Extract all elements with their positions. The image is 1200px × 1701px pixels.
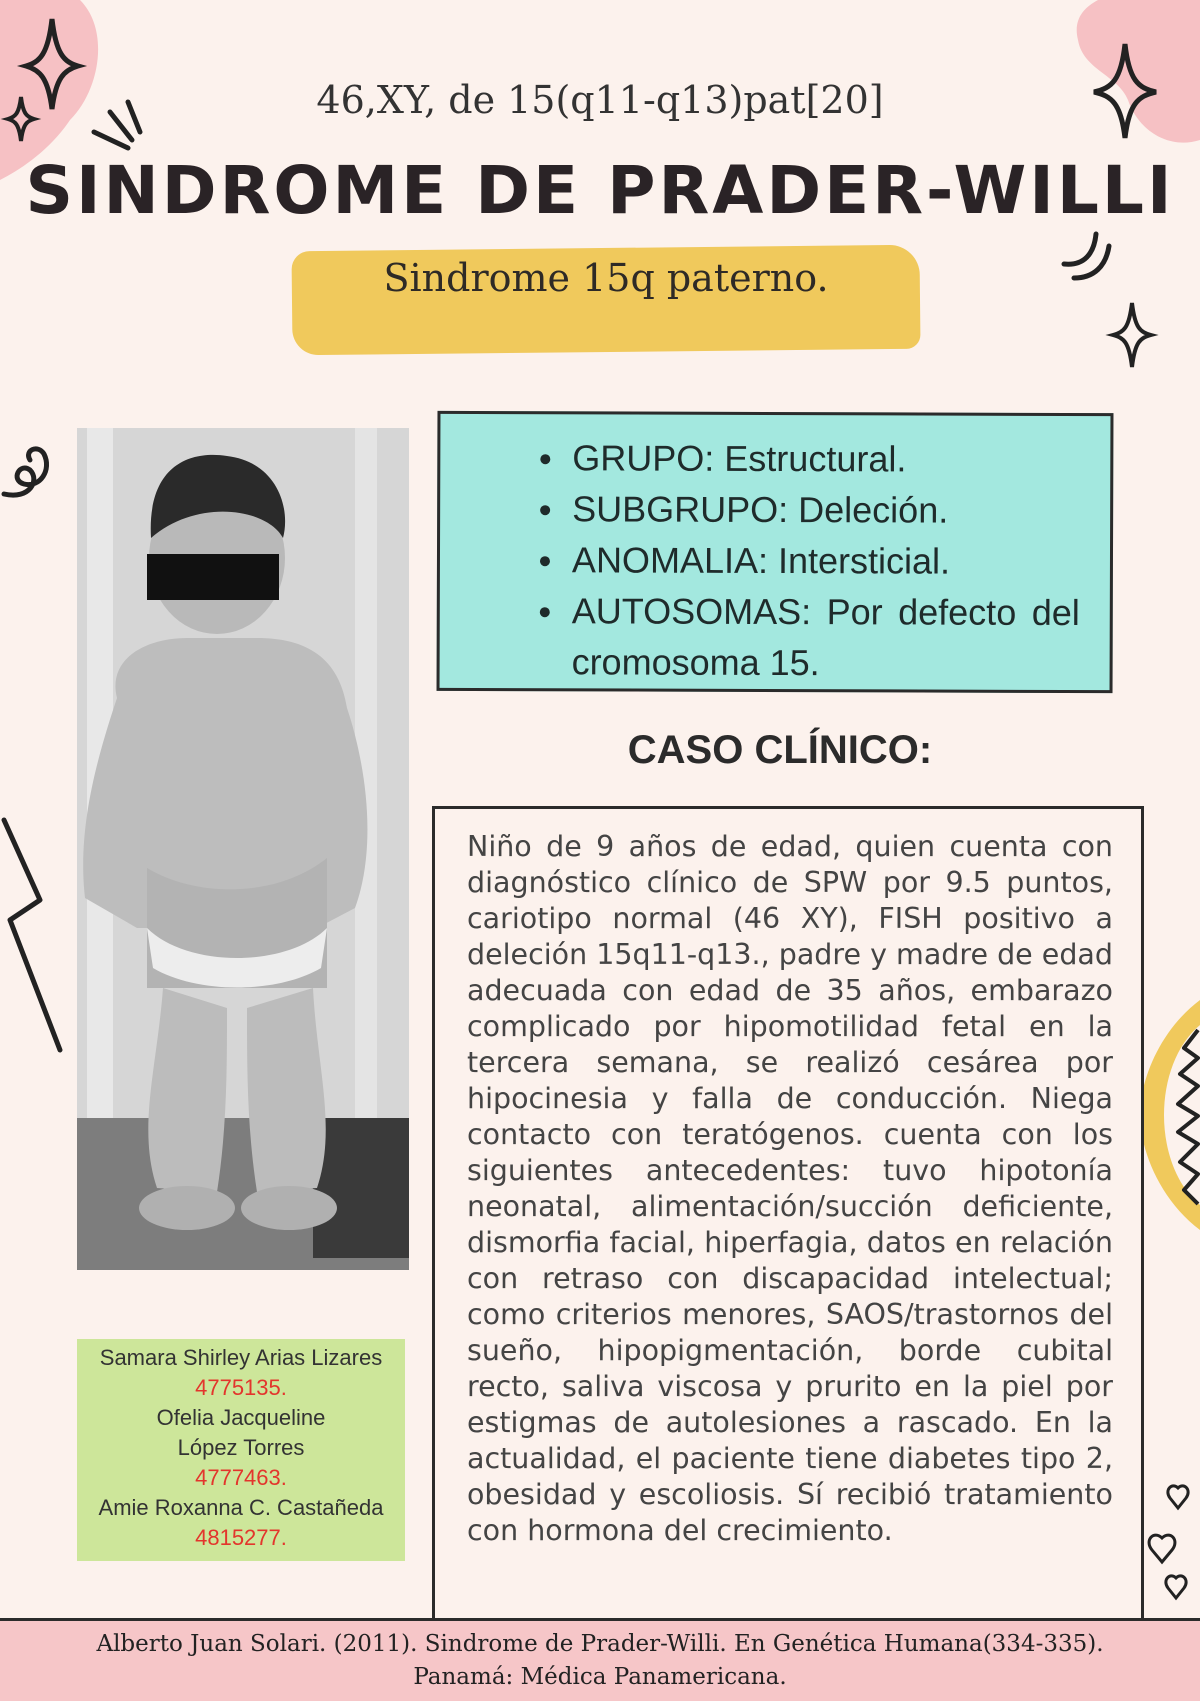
patient-silhouette — [77, 428, 409, 1270]
author-name: Samara Shirley Arias Lizares — [99, 1345, 383, 1370]
curl-icon — [0, 440, 60, 510]
case-title: CASO CLÍNICO: — [627, 728, 933, 772]
author-name: Amie Roxanna C. Castañeda — [98, 1495, 384, 1520]
case-text: Niño de 9 años de edad, quien cuenta con diagnóstico clínico de SPW por 9.5 puntos, cariotipo normal (46 XY), FISH positivo a deleción 15q11-q13., padre y madre de edad adecuada con edad de 35 años, embarazo complicado por hipomotilidad fetal en la tercera semana, se realizó cesárea por hipocinesia y falla de conducción. Niega contacto con teratógenos. cuenta con los siguientes antecedentes: tuvo hipotonía neonatal, alimentación/succión deficiente, dismorfia facial, hiperfagia, datos en relación con retraso con discapacidad intelectual; como criterios menores, SAOS/trastornos del sueño, hipopigmentación, borde cubital recto, saliva viscosa y prurito en la piel por estigmas de autolesiones a rascado. En la actualidad, el paciente tiene diabetes tipo 2, obesidad y escoliosis. Sí recibió tratamiento con hormona del crecimiento. — [467, 830, 1113, 1547]
case-box — [432, 806, 1144, 1624]
authors-box — [77, 1339, 405, 1561]
patient-photo — [77, 428, 409, 1270]
author-id: 4777463. — [195, 1465, 287, 1490]
author-id: 4815277. — [195, 1525, 287, 1550]
citation — [0, 1628, 1200, 1694]
classification-box — [437, 411, 1114, 693]
sun-icon — [1140, 1000, 1200, 1230]
list-item: AUTOSOMAS: Por defecto del cromosoma 15. — [572, 585, 1080, 689]
citation-line: Alberto Juan Solari. (2011). Sindrome de Prader-Willi. En Genética Humana(334-335). — [96, 1631, 1104, 1657]
sparkle-icon — [1110, 300, 1154, 370]
page-title: SINDROME DE PRADER-WILLI — [25, 152, 1175, 229]
accent-lines-icon — [1054, 224, 1114, 284]
subtitle: Sindrome 15q paterno. — [383, 256, 829, 300]
list-item: ANOMALIA: Intersticial. — [572, 534, 1080, 587]
author-id: 4775135. — [195, 1375, 287, 1400]
citation-line: Panamá: Médica Panamericana. — [413, 1664, 787, 1690]
list-item: SUBGRUPO: Deleción. — [572, 483, 1080, 536]
classification-list — [440, 414, 1111, 689]
author-name: Ofelia Jacqueline López Torres — [156, 1405, 326, 1460]
list-item: GRUPO: Estructural. — [572, 432, 1080, 485]
lightning-icon — [0, 800, 70, 1060]
karyotype: 46,XY, de 15(q11-q13)pat[20] — [316, 78, 884, 122]
